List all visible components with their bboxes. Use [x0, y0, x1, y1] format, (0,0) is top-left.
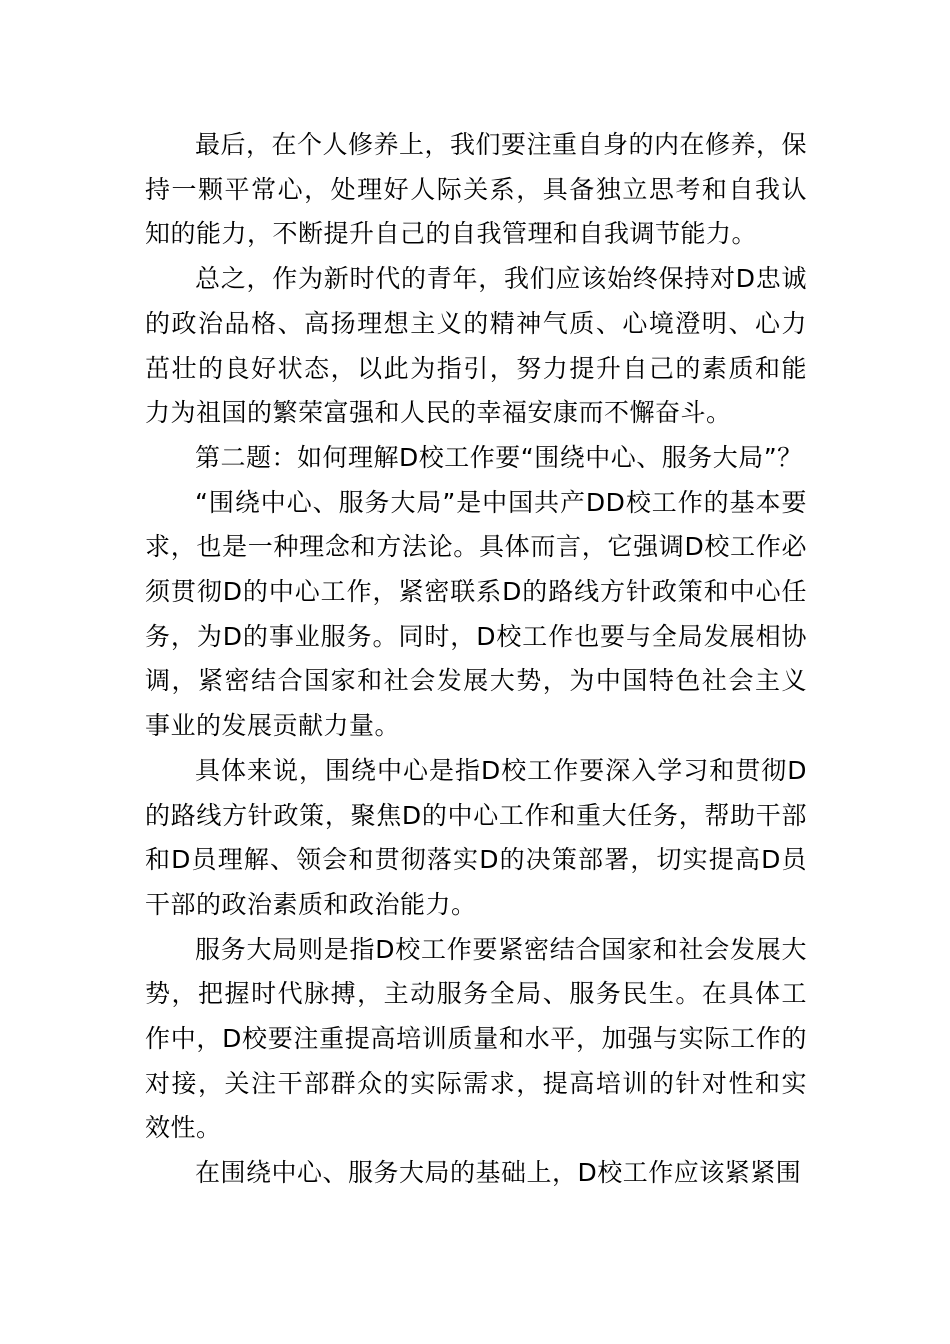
- paragraph-conclusion: 总之，作为新时代的青年，我们应该始终保持对D忠诚的政治品格、高扬理想主义的精神气质、心境澄明、心力茁壮的良好状态，以此为指引，努力提升自己的素质和能力为祖国的繁荣富强和人民的幸福安康而不懈奋斗。: [145, 264, 807, 428]
- paragraph-around-center: 具体来说，围绕中心是指D校工作要深入学习和贯彻D的路线方针政策，聚焦D的中心工作和重大任务，帮助干部和D员理解、领会和贯彻落实D的决策部署，切实提高D员干部的政治素质和政治能力。: [145, 755, 807, 919]
- paragraph-definition: “围绕中心、服务大局”是中国共产DD校工作的基本要求，也是一种理念和方法论。具体而言，它强调D校工作必须贯彻D的中心工作，紧密联系D的路线方针政策和中心任务，为D的事业服务。同时，D校工作也要与全局发展相协调，紧密结合国家和社会发展大势，为中国特色社会主义事业的发展贡献力量。: [145, 487, 807, 741]
- paragraph-self-cultivation: 最后，在个人修养上，我们要注重自身的内在修养，保持一颗平常心，处理好人际关系，具备独立思考和自我认知的能力，不断提升自己的自我管理和自我调节能力。: [145, 130, 808, 249]
- paragraph-continuation: 在围绕中心、服务大局的基础上，D校工作应该紧紧围: [195, 1158, 802, 1188]
- paragraph-serve-overall: 服务大局则是指D校工作要紧密结合国家和社会发展大势，把握时代脉搏，主动服务全局、服务民生。在具体工作中，D校要注重提高培训质量和水平，加强与实际工作的对接，关注干部群众的实际需求，提高培训的针对性和实效性。: [145, 934, 807, 1143]
- question-heading: 第二题：如何理解D校工作要“围绕中心、服务大局”？: [195, 442, 803, 472]
- document-body: [145, 123, 807, 1196]
